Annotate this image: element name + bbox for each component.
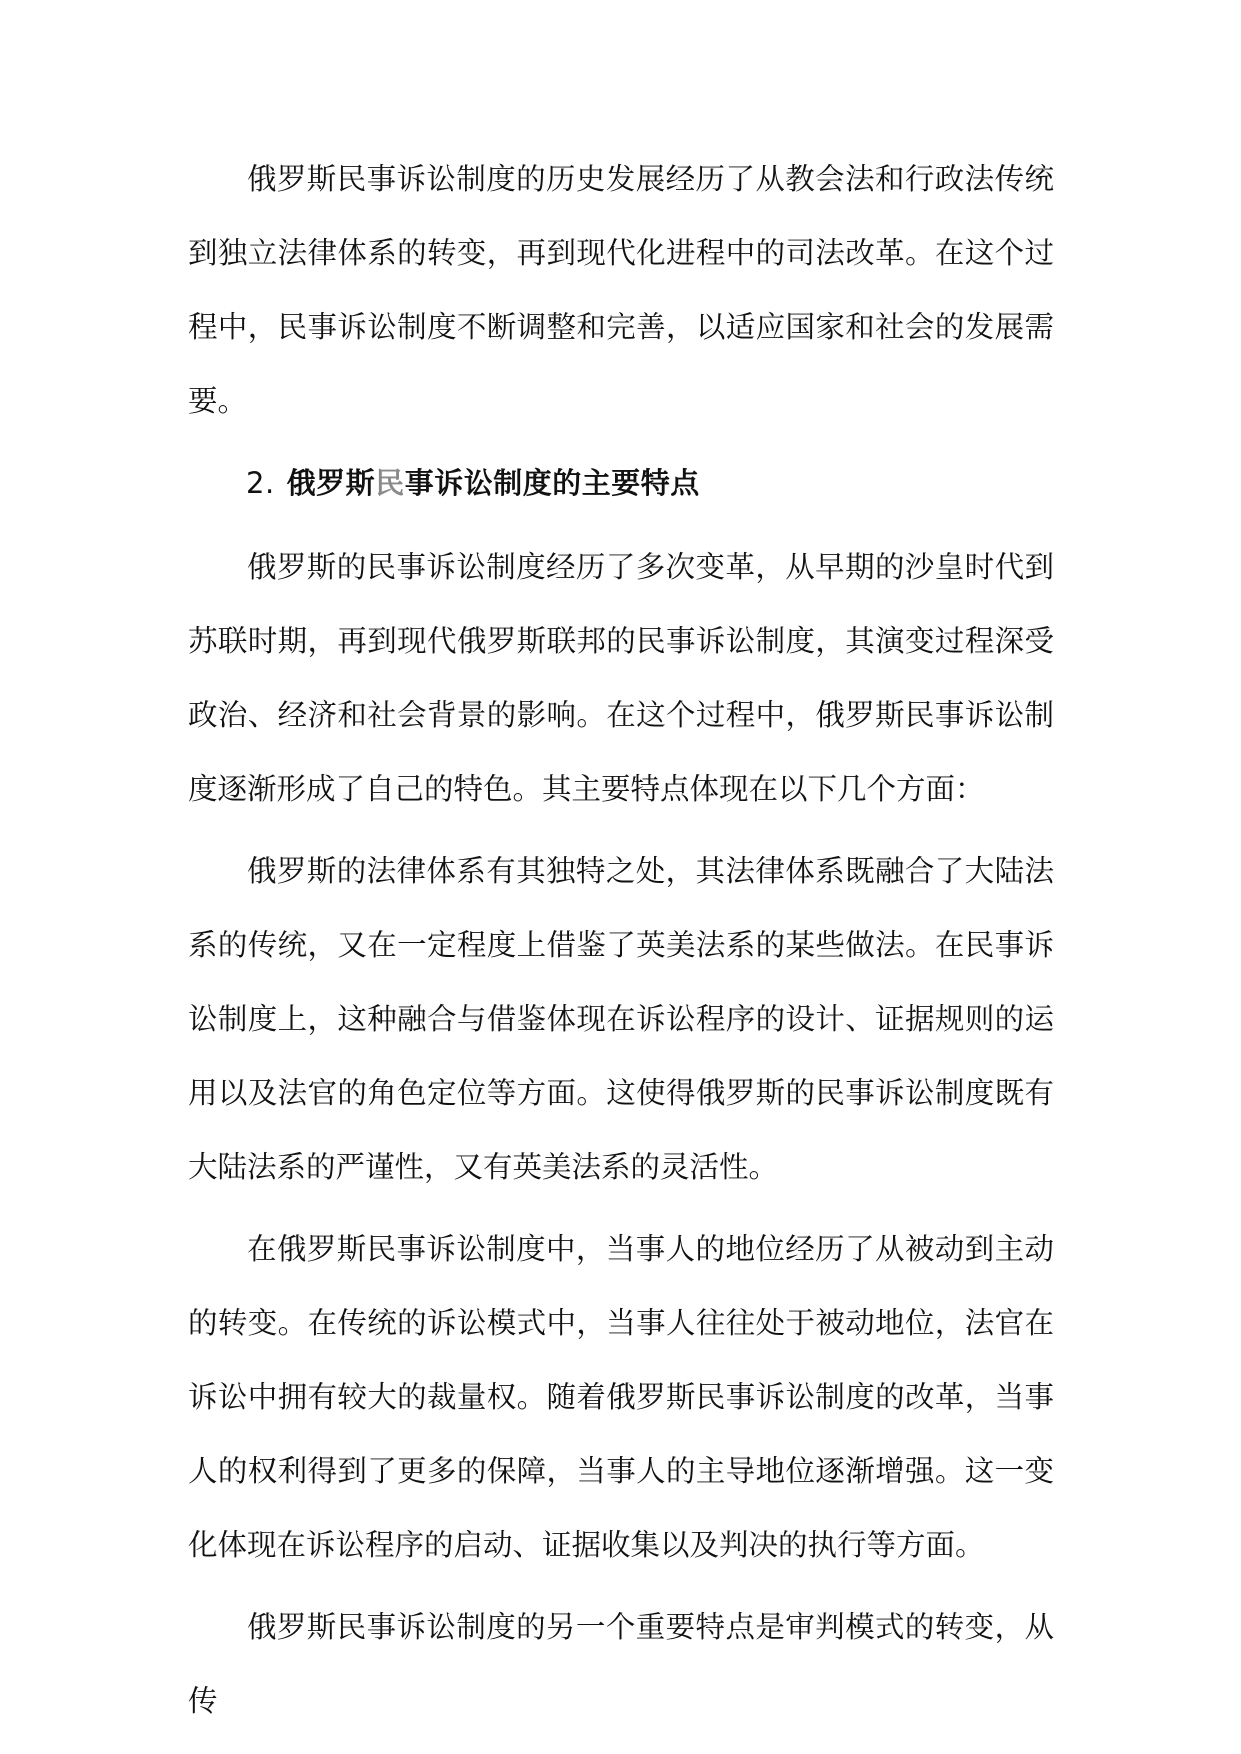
section-number: 2.	[246, 466, 275, 500]
paragraph-evolution: 俄罗斯的民事诉讼制度经历了多次变革，从早期的沙皇时代到苏联时期，再到现代俄罗斯联邦的民事诉讼制度，其演变过程深受政治、经济和社会背景的影响。在这个过程中，俄罗斯民事诉讼制度逐渐形成了自己的特色。其主要特点体现在以下几个方面：	[188, 550, 1054, 806]
section-title-part2: 事诉讼制度的主要特点	[404, 466, 700, 500]
paragraph-intro: 俄罗斯民事诉讼制度的历史发展经历了从教会法和行政法传统到独立法律体系的转变，再到现代化进程中的司法改革。在这个过程中，民事诉讼制度不断调整和完善，以适应国家和社会的发展需要。	[188, 162, 1054, 418]
paragraph-parties-role: 在俄罗斯民事诉讼制度中，当事人的地位经历了从被动到主动的转变。在传统的诉讼模式中，当事人往往处于被动地位，法官在诉讼中拥有较大的裁量权。随着俄罗斯民事诉讼制度的改革，当事人的权利得到了更多的保障，当事人的主导地位逐渐增强。这一变化体现在诉讼程序的启动、证据收集以及判决的执行等方面。	[188, 1232, 1054, 1562]
section-title-part1: 俄罗斯	[286, 466, 376, 500]
section-title-highlight-char: 民	[375, 466, 405, 500]
paragraph-legal-system: 俄罗斯的法律体系有其独特之处，其法律体系既融合了大陆法系的传统，又在一定程度上借鉴了英美法系的某些做法。在民事诉讼制度上，这种融合与借鉴体现在诉讼程序的设计、证据规则的运用以及法官的角色定位等方面。这使得俄罗斯的民事诉讼制度既有大陆法系的严谨性，又有英美法系的灵活性。	[188, 854, 1054, 1184]
document-body	[188, 142, 1054, 1746]
section-heading	[188, 446, 1054, 520]
paragraph-trial-mode: 俄罗斯民事诉讼制度的另一个重要特点是审判模式的转变，从传	[188, 1610, 1054, 1718]
